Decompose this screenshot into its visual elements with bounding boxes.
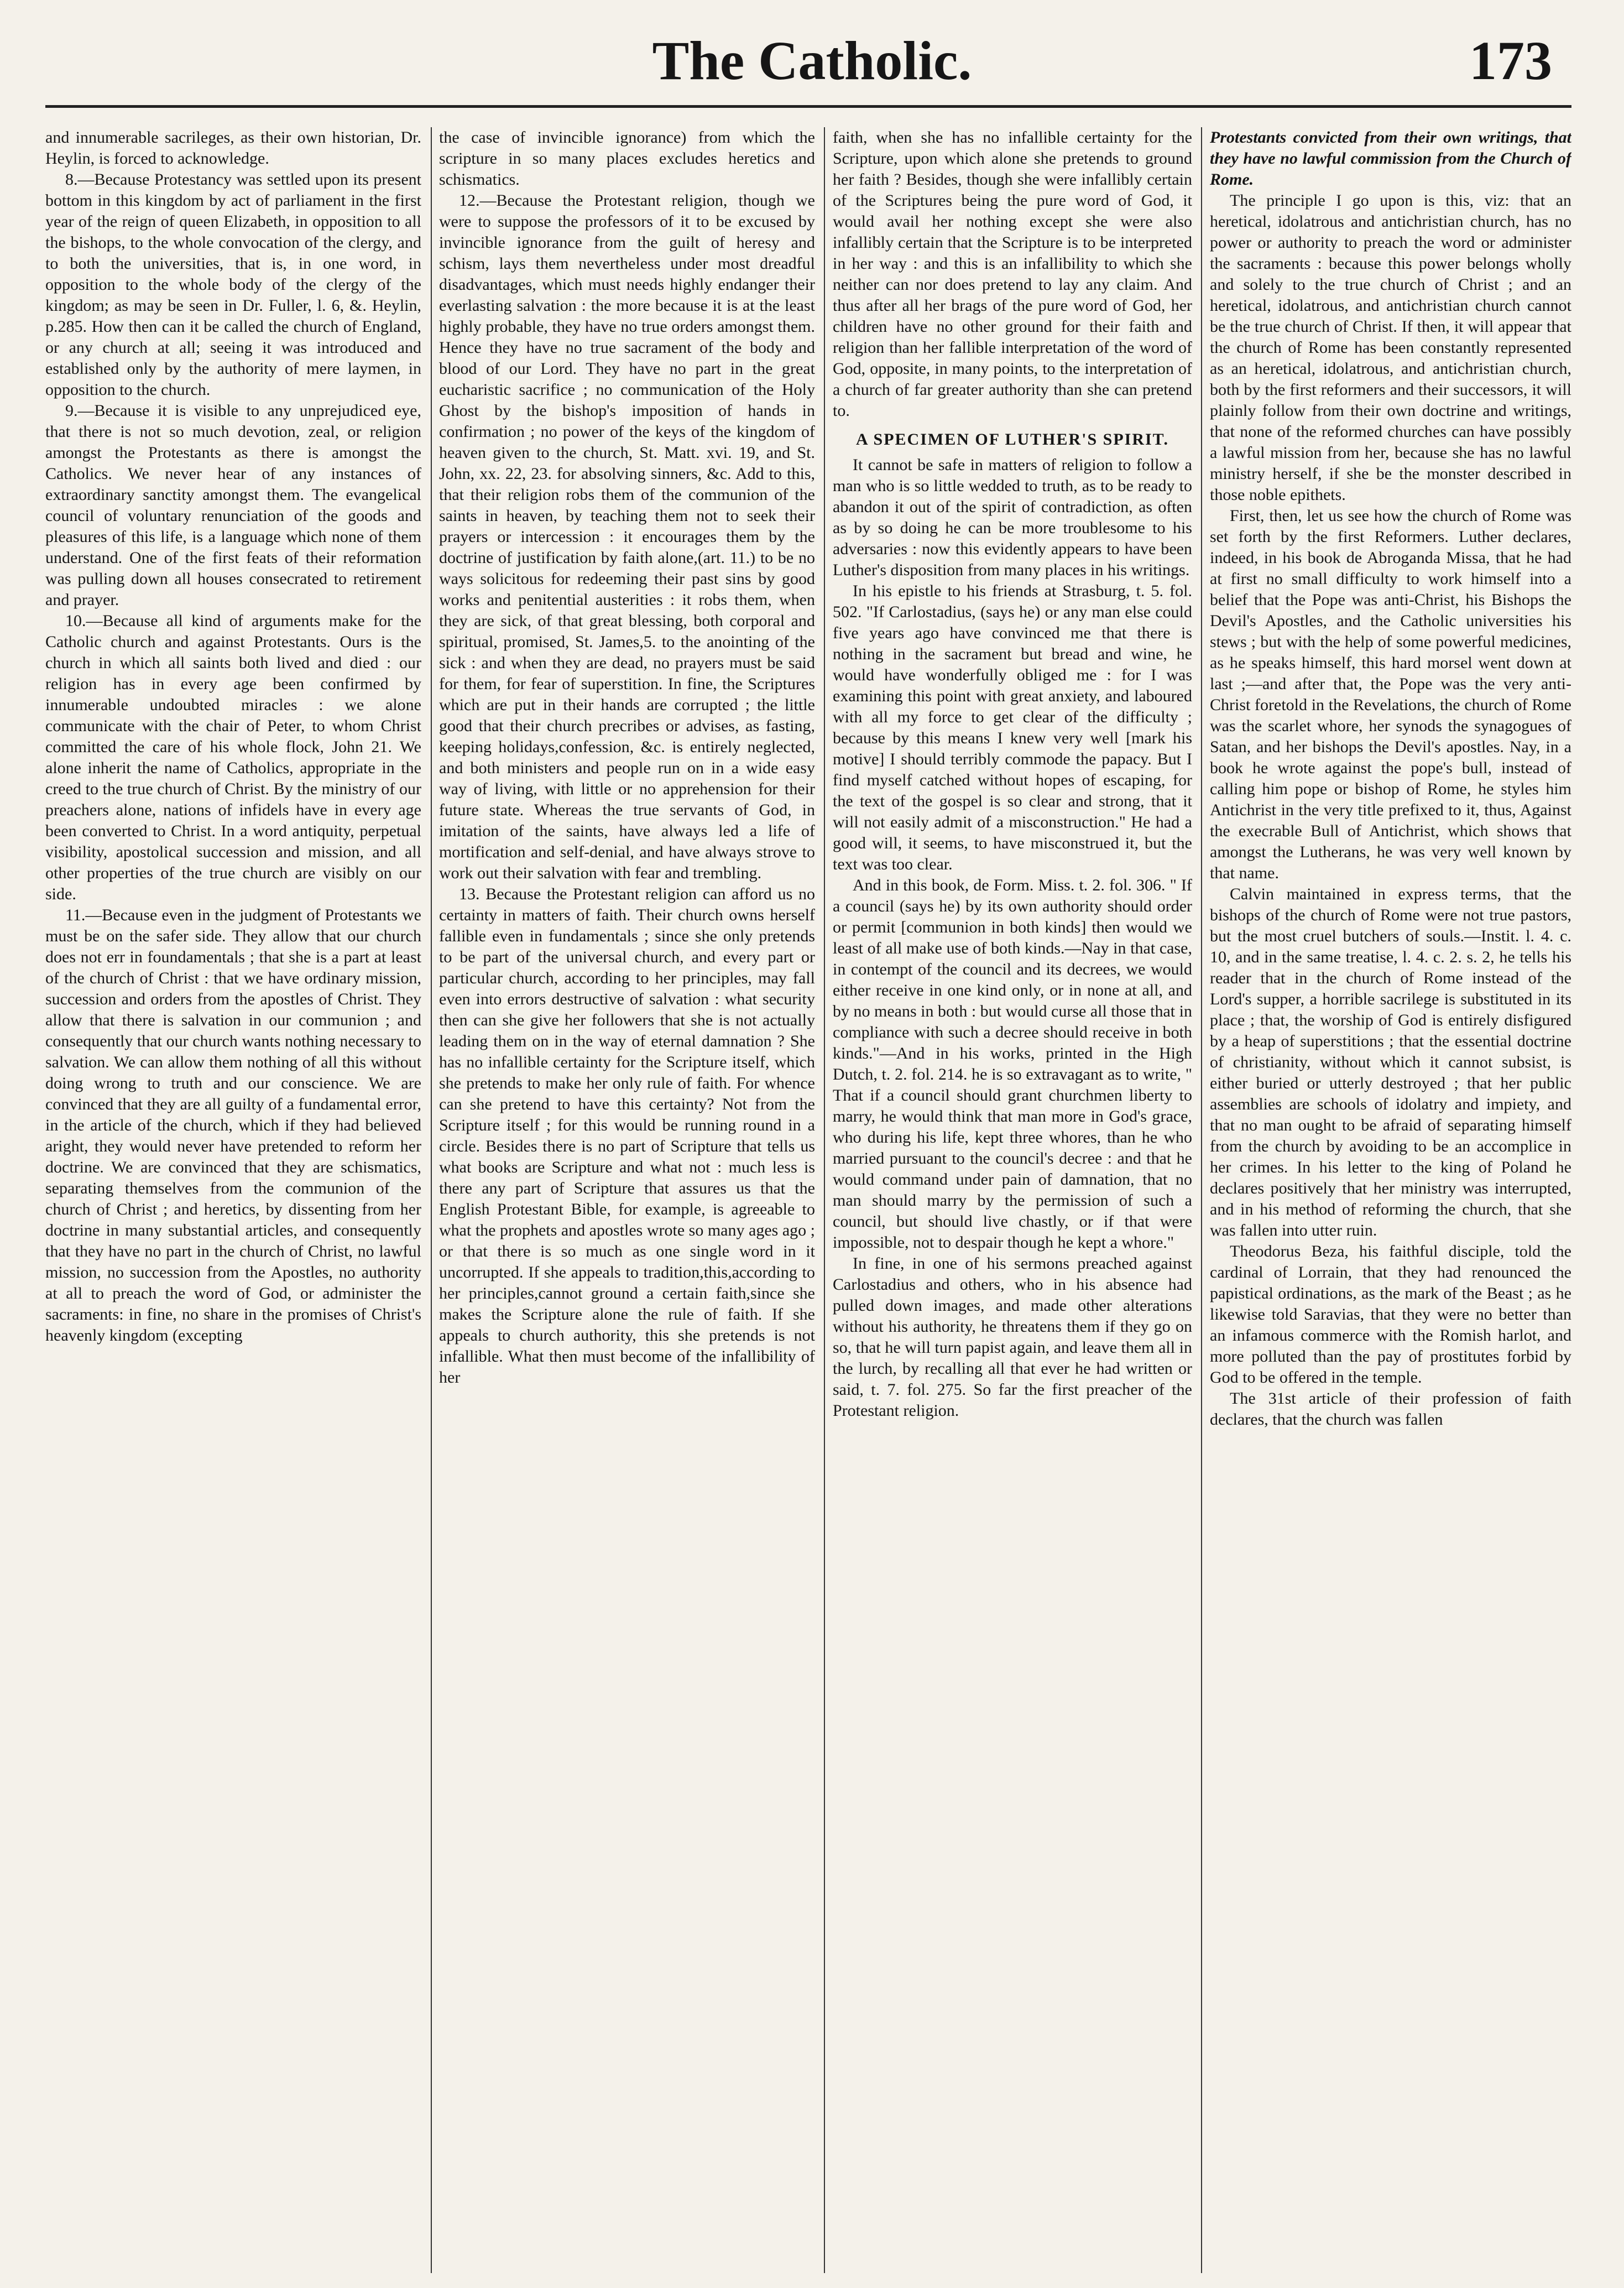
column-1 <box>45 127 421 2273</box>
paragraph: The 31st article of their profession of faith declares, that the church was fallen <box>1210 1389 1571 1429</box>
column-2 <box>439 127 815 2273</box>
paragraph: 12.—Because the Protestant religion, though we were to suppose the professors of it to be excused by invincible ignorance from the guilt of heresy and schism, lays them nevertheless under most dreadful disadvantages, which must needs highly endanger their everlasting salvation : the more because it is at the least highly probable, they have no true orders amongst them. Hence they have no true sacrament of the body and blood of our Lord. They have no part in the great eucharistic sacrifice ; no communication of the Holy Ghost by the bishop's imposition of hands in confirmation ; no power of the keys of the kingdom of heaven given to the church, St. Matt. xvi. 19, and St. John, xx. 22, 23. for absolving sinners, &c. Add to this, that their religion robs them of the communion of the saints in heaven, by teaching them not to seek their prayers or intercession : it encourages them by the doctrine of justification by faith alone,(art. 11.) to be no ways solicitous for redeeming their past sins by good works and penitential austerities : it robs them, when they are sick, of that great blessing, both corporal and spiritual, promised, St. James,5. to the anointing of the sick : and when they are dead, no prayers must be said for them, for fear of superstition. In fine, the Scriptures which are put in their hands are corrupted ; the little good that their church precribes or advises, as fasting, keeping holidays,confession, &c. is entirely neglected, and both ministers and people run on in a wide easy way of living, with little or no apprehension for their future state. Whereas the true servants of God, in imitation of the saints, have always led a life of mortification and self-denial, and have always strove to work out their salvation with fear and trembling. <box>439 191 815 882</box>
column-4 <box>1210 127 1571 2273</box>
paragraph: 11.—Because even in the judgment of Protestants we must be on the safer side. They allow that our church does not err in foundamentals ; that she is a part at least of the church of Christ : that we have ordinary mission, succession and orders from the apostles of Christ. They allow that there is salvation in our communion ; and consequently that our church wants nothing necessary to salvation. We can allow them nothing of all this without doing wrong to truth and our conscience. We are convinced that they are all guilty of a fundamental error, in the article of the church, which if they had believed aright, they would never have pretended to reform her doctrine. We are convinced that they are schismatics, separating themselves from the communion of the church of Christ ; and heretics, by dissenting from her doctrine in many substantial articles, and consequently that they have no part in the church of Christ, no lawful mission, no succession from the Apostles, no authority at all to preach the word of God, or administer the sacraments: in fine, no share in the promises of Christ's heavenly kingdom (excepting <box>45 906 421 1344</box>
header-rule <box>45 105 1571 108</box>
page-title: The Catholic. <box>652 30 972 91</box>
paragraph: Theodorus Beza, his faithful disciple, told the cardinal of Lorrain, that they had renounced the papistical ordinations, as the mark of the Beast ; as he likewise told Saravias, that they were no better than an infamous commerce with the Romish harlot, and more polluted than the pay of prostitutes forbid by God to be offered in the temple. <box>1210 1242 1571 1387</box>
section-lead: Protestants convicted from their own writings, that they have no lawful commission from the Church of Rome. <box>1210 128 1571 189</box>
paragraph: In his epistle to his friends at Strasburg, t. 5. fol. 502. "If Carlostadius, (says he) or any man else could five years ago have convinced me that there is nothing in the sacrament but bread and wine, he would have wonderfully obliged me : for I was examining this point with great anxiety, and laboured with all my force to get clear of the difficulty ; because by this means I knew very well [mark his motive] I should terribly commode the papacy. But I find myself catched without hopes of escaping, for the text of the gospel is so clear and strong, that it will not easily admit of a misconstruction." He had a good will, it seems, to have misconstrued it, but the text was too clear. <box>833 582 1192 873</box>
paragraph: 13. Because the Protestant religion can afford us no certainty in matters of faith. Their church owns herself fallible even in fundamentals ; since she only pretends to be part of the universal church, and every part or particular church, according to her principles, may fall even into errors destructive of salvation : what security then can she give her followers that she is not actually leading them on in the way of eternal damnation ? She has no infallible certainty for the Scripture itself, which she pretends to make her only rule of faith. For whence can she pretend to have this certainty? Not from the Scripture itself ; for this would be running round in a circle. Besides there is no part of Scripture that tells us what books are Scripture and what not : much less is there any part of Scripture that assures us that the English Protestant Bible, for example, is agreeable to what the prophets and apostles wrote so many ages ago ; or that there is so much as one single word in it uncorrupted. If she appeals to tradition,this,according to her principles,cannot ground a certain faith,since she makes the Scripture alone the rule of faith. If she appeals to church authority, this she pretends is not infallible. What then must become of the infallibility of her <box>439 885 815 1387</box>
paragraph: In fine, in one of his sermons preached against Carlostadius and others, who in his absence had pulled down images, and made other alterations without his authority, he threatens them if they go on so, that he will turn papist again, and leave them all in the lurch, by recalling all that ever he had written or said, t. 7. fol. 275. So far the first preacher of the Protestant religion. <box>833 1254 1192 1420</box>
paragraph: 9.—Because it is visible to any unprejudiced eye, that there is not so much devotion, zeal, or religion amongst the Protestants as there is amongst the Catholics. We never hear of any instances of extraordinary sanctity amongst them. The evangelical council of voluntary renunciation of the goods and pleasures of this life, is a language which none of them understand. One of the first feats of their reformation was pulling down all houses consecrated to retirement and prayer. <box>45 402 421 609</box>
paragraph: Calvin maintained in express terms, that the bishops of the church of Rome were not true pastors, but the most cruel butchers of souls.—Instit. l. 4. c. 10, and in the same treatise, l. 4. c. 2. s. 2, he tells his reader that in the church of Rome instead of the Lord's supper, a horrible sacrilege is substituted in its place ; that, the worship of God is entirely disfigured by a heap of superstitions ; that the essential doctrine of christianity, without which it cannot subsist, is either buried or utterly destroyed ; that her public assemblies are schools of idolatry and impiety, and that no man ought to be afraid of separating himself from the church by avoiding to be an accomplice in her crimes. In his letter to the king of Poland he declares positively that her ministry was interrupted, and in his method of reforming the church, that she was fallen into utter ruin. <box>1210 885 1571 1239</box>
column-divider <box>431 127 432 2273</box>
paragraph: and innumerable sacrileges, as their own historian, Dr. Heylin, is forced to acknowledge. <box>45 128 421 168</box>
column-3 <box>833 127 1192 2273</box>
paragraph: It cannot be safe in matters of religion to follow a man who is so little wedded to truth, as to be ready to abandon it out of the spirit of contradiction, as often as by so doing he can be more troublesome to his adversaries : now this evidently appears to have been Luther's disposition from many places in his writings. <box>833 456 1192 579</box>
text-columns <box>45 127 1571 2273</box>
masthead <box>0 0 1624 111</box>
column-divider <box>824 127 825 2273</box>
paragraph: First, then, let us see how the church of Rome was set forth by the first Reformers. Luther declares, indeed, in his book de Abroganda Missa, that he had at first no small difficulty to work himself into a belief that the Pope was anti-Christ, his Bishops the Devil's Apostles, and the Catholic universities his stews ; but with the help of some powerful medicines, as he speaks himself, this hard morsel went down at last ;—and after that, the Pope was the very anti-Christ foretold in the Revelations, the church of Rome was the scarlet whore, her synods the synagogues of Satan, and her bishops the Devil's apostles. Nay, in a book he wrote against the pope's bull, instead of calling him pope or bishop of Rome, he styles him Antichrist in the very title prefixed to it, thus, Against the execrable Bull of Antichrist, which shows that amongst the Lutherans, he was very well known by that name. <box>1210 507 1571 882</box>
paragraph: 10.—Because all kind of arguments make for the Catholic church and against Protestants. Ours is the church in which all saints both lived and died : our religion has in every age been confirmed by innumerable undoubted miracles : we alone communicate with the chair of Peter, to whom Christ committed the care of his whole flock, John 21. We alone inherit the name of Catholics, appropriate in the creed to the true church of Christ. By the ministry of our preachers alone, nations of infidels have in every age been converted to Christ. In a word antiquity, perpetual visibility, apostolical succession and mission, and all other properties of the true church are visibly on our side. <box>45 612 421 903</box>
paragraph: The principle I go upon is this, viz: that an heretical, idolatrous and antichristian church, has no power or authority to preach the word or administer the sacraments : because this power belongs wholly and solely to the true church of Christ ; and an heretical, idolatrous, and antichristian church cannot be the true church of Christ. If then, it will appear that the church of Rome has been constantly represented as an heretical, idolatrous, and antichristian church, both by the first reformers and their successors, it will plainly follow from their own doctrine and writings, that none of the reformed churches can have possibly a lawful mission from her, because she has no lawful ministry herself, if she be the monster described in those noble epithets. <box>1210 191 1571 504</box>
paragraph: And in this book, de Form. Miss. t. 2. fol. 306. " If a council (says he) by its own authority should order or permit [communion in both kinds] then would we least of all make use of both kinds.—Nay in that case, in contempt of the council and its decrees, we would either receive in one kind only, or in none at all, and by no means in both : but would curse all those that in compliance with such a decree should receive in both kinds."—And in his works, printed in the High Dutch, t. 2. fol. 214. he is so extravagant as to write, " That if a council should grant churchmen liberty to marry, he would think that man more in God's grace, who during his life, kept three whores, than he who married pursuant to the council's decree : and that he would command under pain of damnation, that no man should marry by the permission of such a council, but should live chastly, or if that were impossible, not to despair though he kept a whore." <box>833 876 1192 1252</box>
paragraph: faith, when she has no infallible certainty for the Scripture, upon which alone she pretends to ground her faith ? Besides, though she were infallibly certain of the Scriptures being the pure word of God, it would avail her nothing except she were also infallibly certain that the Scripture is to be interpreted in her way : and this is an infallibility to which she neither can nor does pretend to lay any claim. And thus after all her brags of the pure word of God, her children have no other ground for their faith and religion than her fallible interpretation of the word of God, opposite, in many points, to the interpretation of a church of far greater authority than she can pretend to. <box>833 128 1192 420</box>
column-divider <box>1201 127 1202 2273</box>
page-number: 173 <box>1469 30 1552 91</box>
section-heading: A SPECIMEN OF LUTHER'S SPIRIT. <box>856 430 1169 449</box>
paragraph: 8.—Because Protestancy was settled upon its present bottom in this kingdom by act of parliament in the first year of the reign of queen Elizabeth, in opposition to all the bishops, to the whole convocation of the clergy, and to both the universities, that is, in one word, in opposition to the whole body of the clergy of the kingdom; as may be seen in Dr. Fuller, l. 6, &. Heylin, p.285. How then can it be called the church of England, or any church at all; seeing it was introduced and established only by the authority of mere laymen, in opposition to the church. <box>45 170 421 399</box>
paragraph: the case of invincible ignorance) from which the scripture in so many places excludes heretics and schismatics. <box>439 128 815 189</box>
